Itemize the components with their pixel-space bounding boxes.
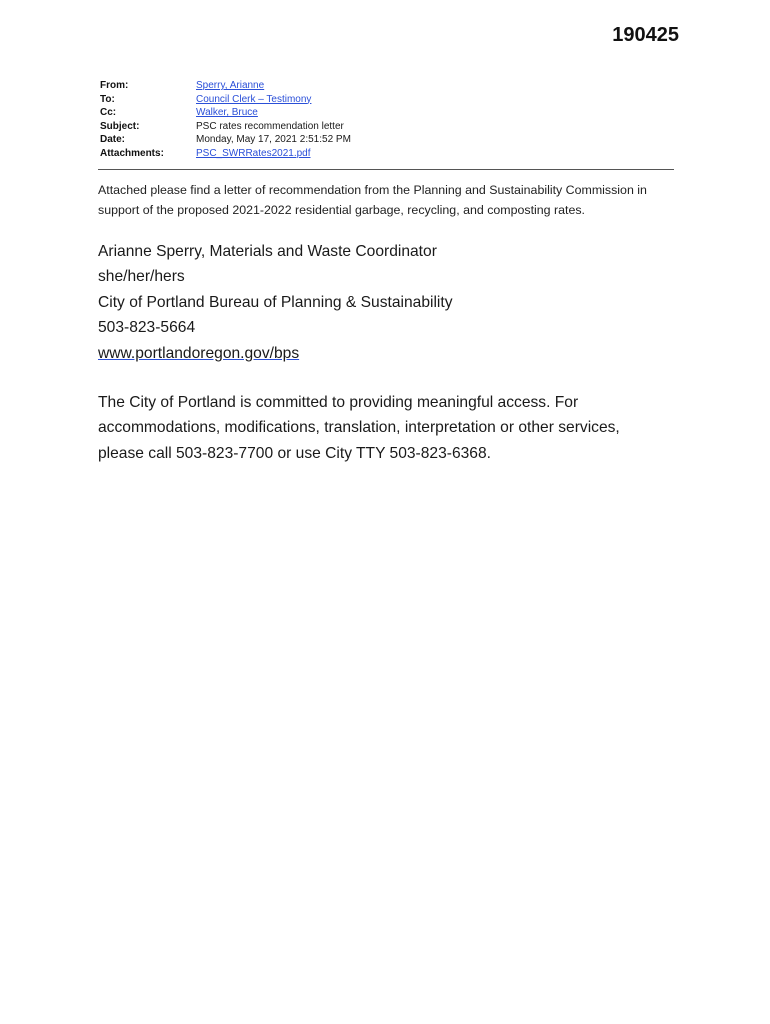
signature-name-title: Arianne Sperry, Materials and Waste Coordinator xyxy=(98,243,437,260)
signature-pronouns: she/her/hers xyxy=(98,268,185,286)
accessibility-line: accommodations, modifications, translation, interpretation or other services, xyxy=(98,419,620,437)
intro-line: support of the proposed 2021-2022 residential garbage, recycling, and composting rates. xyxy=(98,203,585,217)
cc-link[interactable]: Walker, Bruce xyxy=(196,107,258,118)
to-link[interactable]: Council Clerk – Testimony xyxy=(196,93,312,105)
attachments-row xyxy=(100,147,674,161)
intro-line: Attached please find a letter of recommendation from the Planning and Sustainability Commission in xyxy=(98,183,647,197)
to-row xyxy=(100,93,674,107)
date-row xyxy=(100,133,674,147)
date-label: Date: xyxy=(100,134,126,145)
email-header xyxy=(100,79,674,160)
cc-label: Cc: xyxy=(100,107,117,118)
signature-organization: City of Portland Bureau of Planning & Sustainability xyxy=(98,293,453,311)
attachment-link[interactable]: PSC_SWRRates2021.pdf xyxy=(196,147,311,159)
date-value: Monday, May 17, 2021 2:51:52 PM xyxy=(196,134,351,145)
accessibility-line: The City of Portland is committed to providing meaningful access. For xyxy=(98,394,579,411)
from-row xyxy=(100,79,674,93)
from-link[interactable]: Sperry, Arianne xyxy=(196,80,265,91)
website-link[interactable]: www.portlandoregon.gov/bps xyxy=(98,344,300,362)
subject-label: Subject: xyxy=(100,120,140,132)
header-divider xyxy=(98,169,674,170)
from-label: From: xyxy=(100,80,129,91)
attachments-label: Attachments: xyxy=(100,147,164,159)
signature-phone: 503-823-5664 xyxy=(98,319,196,337)
subject-value: PSC rates recommendation letter xyxy=(196,120,344,132)
to-label: To: xyxy=(100,93,115,105)
intro-paragraph xyxy=(98,180,678,220)
cc-row xyxy=(100,106,674,120)
accessibility-line: please call 503-823-7700 or use City TTY 503-823-6368. xyxy=(98,444,491,462)
document-number: 190425 xyxy=(612,24,679,46)
subject-row xyxy=(100,120,674,134)
accessibility-notice xyxy=(98,390,678,466)
signature-block xyxy=(98,239,678,366)
